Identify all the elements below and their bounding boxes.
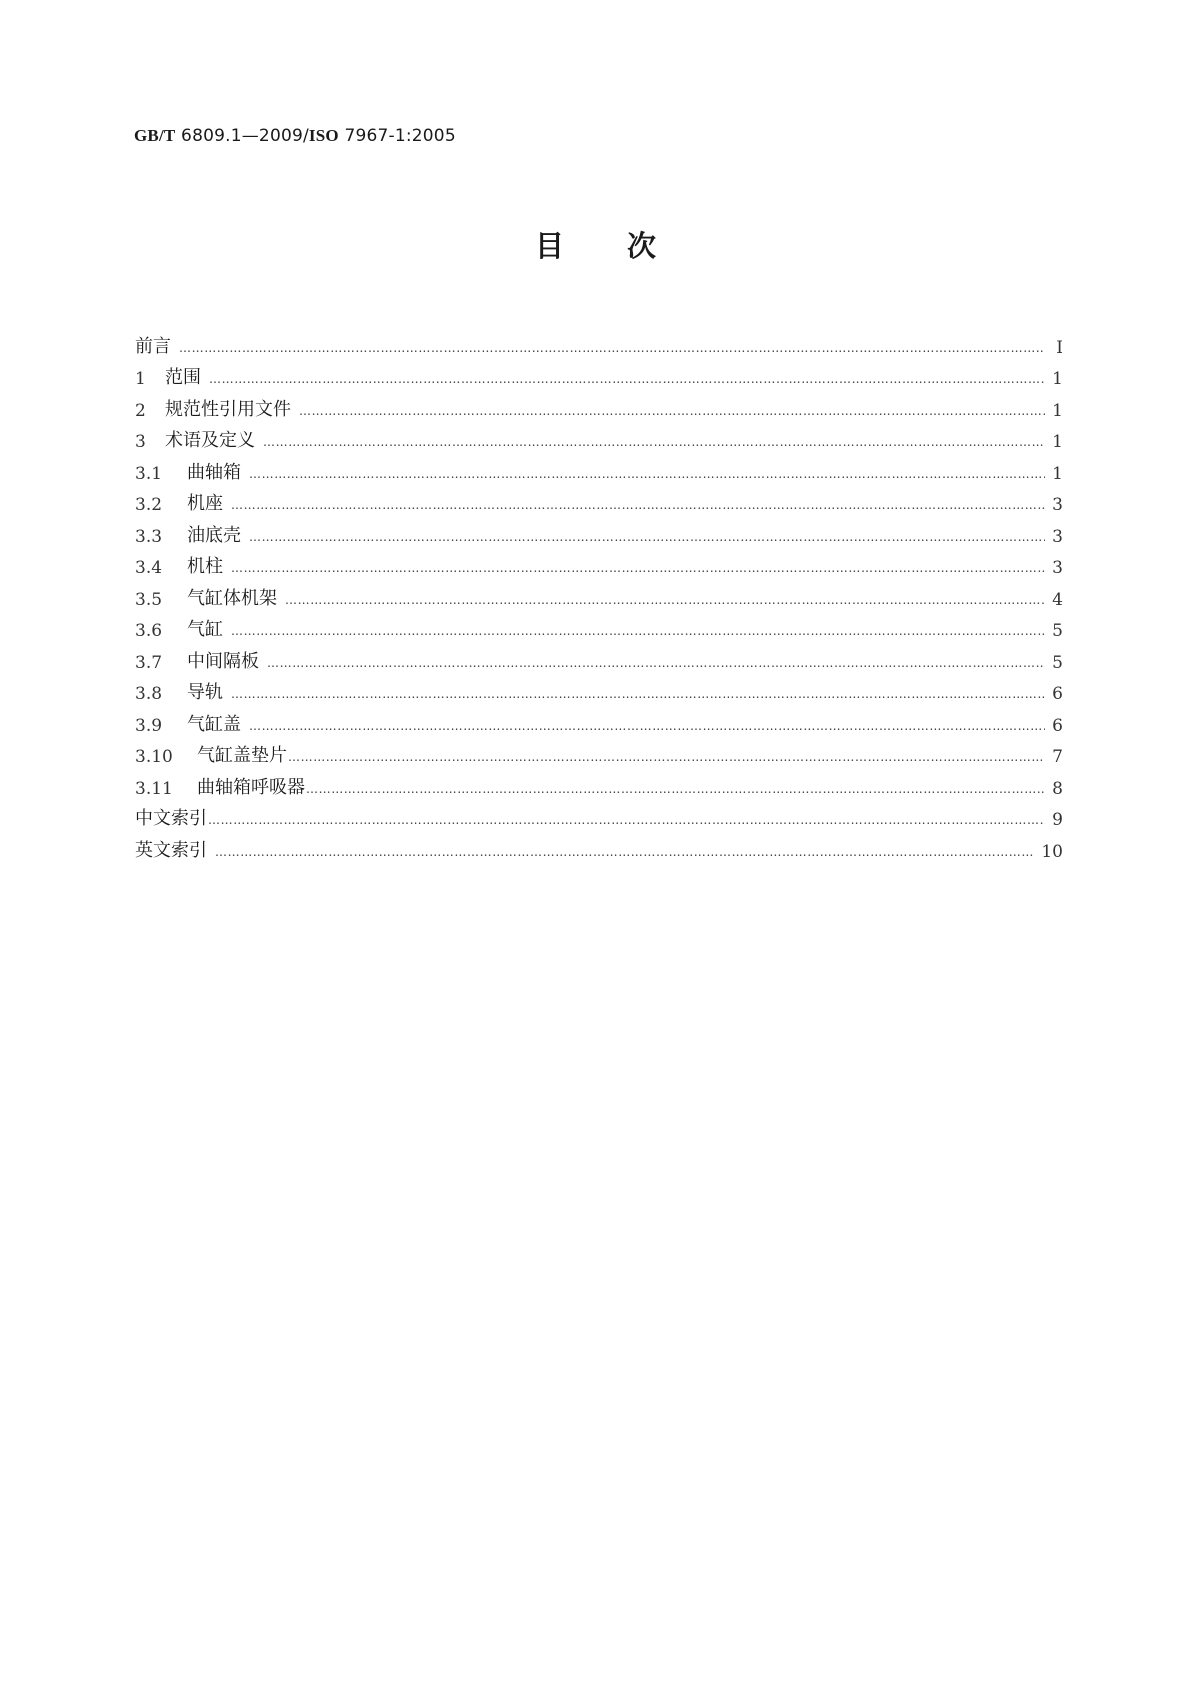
page-title-char-1: 目 [535,229,565,263]
dot-leader [299,404,1045,418]
toc-entry-label: 规范性引用文件 [165,398,291,420]
toc-entry-number: 3.5 [135,589,163,610]
toc-entry-page: 10 [1041,841,1063,862]
toc-entry-3-11[interactable] [135,767,1063,799]
toc-entry-label: 机座 [187,493,223,514]
toc-entry-page: 3 [1052,558,1063,578]
toc-entry-chinese-index[interactable] [135,799,1063,831]
toc-entry-label: 前言 [135,335,171,357]
toc-entry-page: 5 [1052,621,1063,641]
toc-entry-label: 气缸盖 [187,713,241,735]
toc-entry-label: 机柱 [187,556,223,577]
dot-leader [179,341,1045,355]
toc-entry-page: 1 [1052,432,1063,452]
dot-leader [249,467,1045,481]
dot-leader [231,498,1045,512]
gb-prefix: GB/T [134,126,176,145]
toc-entry-3-6[interactable] [135,610,1063,642]
dot-leader [209,372,1045,386]
dot-leader [249,530,1045,544]
toc-entry-page: 8 [1052,778,1063,799]
toc-entry-page: 7 [1052,747,1063,767]
iso-number: 7967-1:2005 [344,126,456,146]
dot-leader [231,561,1045,575]
dot-leader [288,750,1045,764]
toc-entry-number: 2 [135,400,146,421]
toc-entry-page: 3 [1052,495,1063,515]
toc-entry-3-2[interactable] [135,484,1063,516]
toc-entry-page: 6 [1052,715,1063,736]
toc-entry-number: 3.11 [135,778,173,799]
toc-entry-page: Ⅰ [1056,337,1063,358]
toc-entry-label: 中文索引 [135,808,207,829]
dot-leader [208,813,1045,827]
toc-entry-3-7[interactable] [135,641,1063,673]
toc-entry-label: 术语及定义 [165,430,255,451]
dot-leader [249,719,1045,733]
dot-leader [263,435,1045,449]
toc-entry-page: 9 [1052,810,1063,830]
dot-leader [231,687,1045,701]
toc-entry-label: 油底壳 [187,524,241,546]
toc-entry-page: 6 [1052,684,1063,704]
toc-entry-number: 3.7 [135,652,163,673]
toc-entry-number: 3.4 [135,558,163,578]
toc-entry-3-10[interactable] [135,736,1063,768]
toc-entry-number: 1 [135,369,146,389]
toc-entry-3-9[interactable] [135,704,1063,736]
toc-entry-3-5[interactable] [135,578,1063,610]
toc-entry-3-8[interactable] [135,673,1063,705]
toc-entry-scope[interactable] [135,358,1063,390]
toc-entry-label: 气缸体机架 [187,587,277,609]
toc-entry-normative-references[interactable] [135,389,1063,421]
toc-entry-number: 3 [135,432,146,452]
toc-entry-page: 1 [1052,400,1063,421]
toc-entry-label: 气缸盖垫片 [197,745,287,766]
toc-entry-3-1[interactable] [135,452,1063,484]
toc-entry-label: 中间隔板 [187,650,259,672]
toc-entry-label: 范围 [165,367,201,388]
toc-entry-page: 1 [1052,463,1063,484]
toc-entry-3-3[interactable] [135,515,1063,547]
toc-entry-number: 3.6 [135,621,163,641]
dot-leader [306,782,1045,796]
toc-entry-english-index[interactable] [135,830,1063,862]
iso-prefix: ISO [308,126,339,145]
dot-leader [215,845,1035,859]
toc-entry-number: 3.8 [135,684,163,704]
toc-entry-number: 3.2 [135,495,163,515]
dot-leader [285,593,1045,607]
toc-entry-number: 3.3 [135,526,163,547]
gb-number: 6809.1—2009/ [181,126,309,146]
toc-entry-page: 4 [1052,589,1063,610]
toc-entry-preface[interactable] [135,326,1063,358]
standard-number-header [134,126,456,146]
table-of-contents [135,326,1063,862]
toc-entry-number: 3.10 [135,747,173,767]
toc-entry-terms-definitions[interactable] [135,421,1063,453]
dot-leader [267,656,1045,670]
toc-entry-label: 气缸 [187,619,223,640]
toc-entry-number: 3.9 [135,715,163,736]
toc-entry-label: 导轨 [187,682,223,703]
dot-leader [231,624,1045,638]
toc-entry-page: 3 [1052,526,1063,547]
toc-entry-label: 英文索引 [135,839,207,861]
toc-entry-label: 曲轴箱 [187,461,241,483]
toc-entry-3-4[interactable] [135,547,1063,579]
toc-entry-label: 曲轴箱呼吸器 [197,776,305,798]
toc-entry-page: 5 [1052,652,1063,673]
toc-entry-page: 1 [1052,369,1063,389]
page-title-char-2: 次 [627,229,657,263]
toc-entry-number: 3.1 [135,463,163,484]
